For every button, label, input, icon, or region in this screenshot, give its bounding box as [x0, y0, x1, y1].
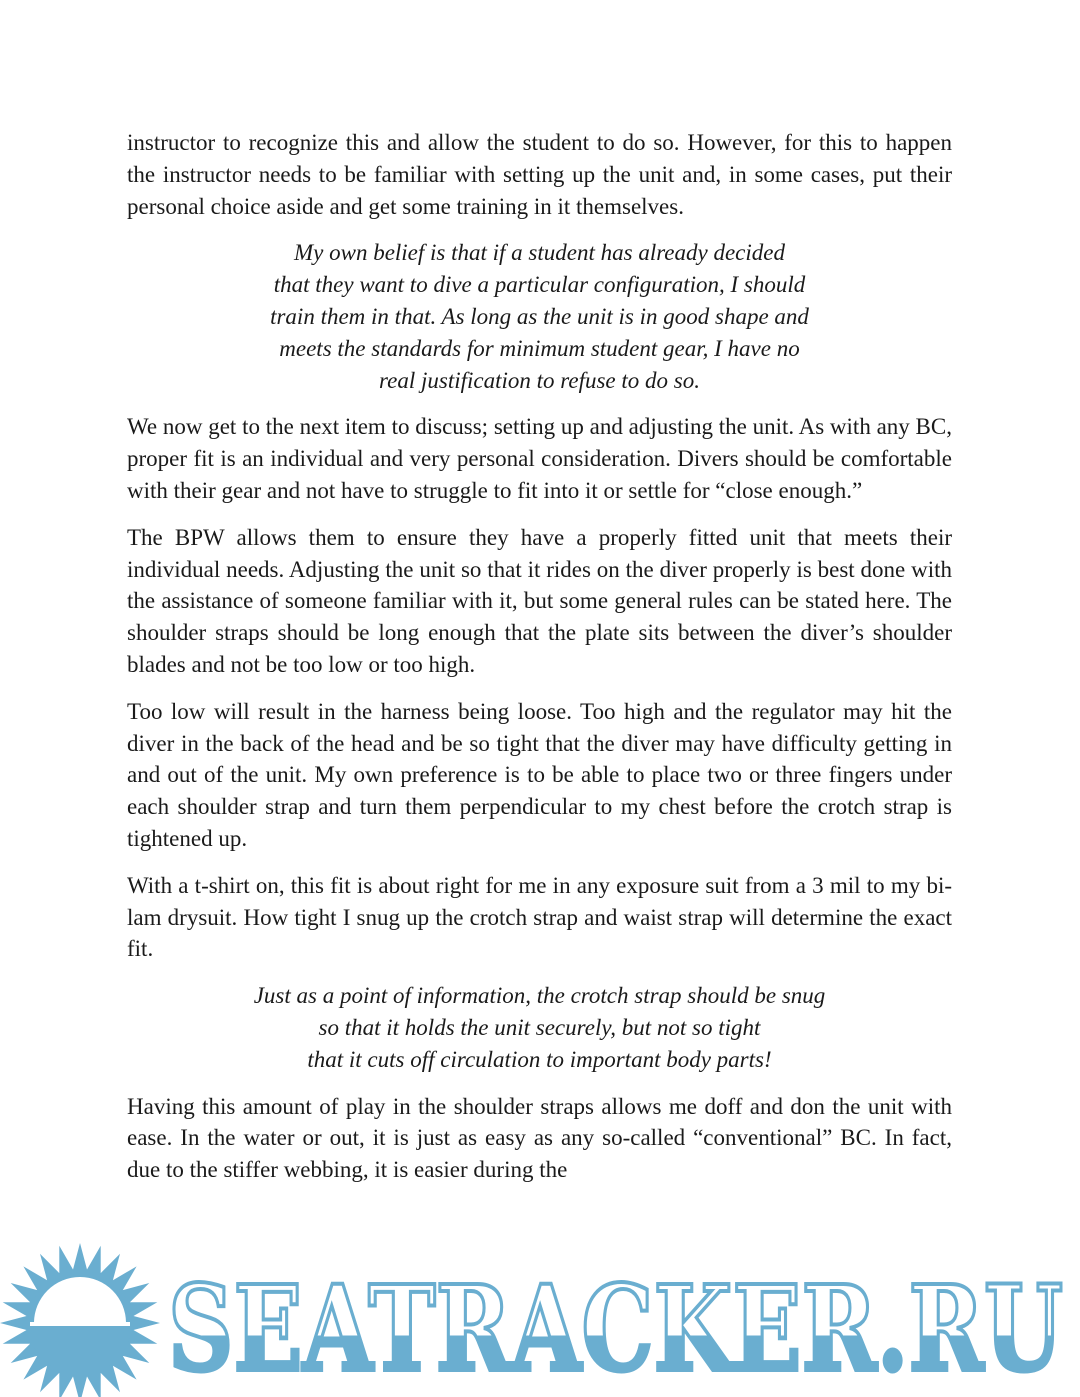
paragraph-3: The BPW allows them to ensure they have a properly fitted unit that meets their individual needs. Adjusting the unit so that it rides on the diver properly is best done with the assistance of someone familiar with it, but some general rules can be stated here. The shoulder straps should be long enough that the plate sits between the diver’s shoulder blades and not be too low or too high. [127, 524, 952, 677]
paragraph-5: With a t-shirt on, this fit is about right for me in any exposure suit from a 3 mil to my bi-lam drysuit. How tight I snug up the crotch strap and waist strap will determine the exact fit. [127, 872, 952, 962]
quote-line: real justification to refuse to do so. [379, 367, 700, 393]
paragraph-6: Having this amount of play in the shoulder straps allows me doff and don the unit with ease. In the water or out, it is just as easy as any so-called “conventional” BC. In fact, due to the stiffer webbing, it is easier during the [127, 1093, 952, 1183]
quote-line: train them in that. As long as the unit is in good shape and [270, 303, 809, 329]
sun-logo-icon [0, 1243, 160, 1397]
quote-line: meets the standards for minimum student gear, I have no [279, 335, 800, 361]
paragraph-4: Too low will result in the harness being loose. Too high and the regulator may hit the diver in the back of the head and be so tight that the diver may have difficulty getting in and out of the unit. My own preference is to be able to place two or three fingers under each shoulder strap and turn them perpendicular to my chest before the crotch strap is tightened up. [127, 698, 952, 851]
quote-block-1 [127, 237, 952, 396]
quote-line: that they want to dive a particular configuration, I should [273, 272, 806, 298]
paragraph-1: instructor to recognize this and allow the student to do so. However, for this to happen the instructor needs to be familiar with setting up the unit and, in some cases, put their personal choice aside and get some training in it themselves. [127, 130, 952, 219]
quote-line: so that it holds the unit securely, but not so tight [318, 1014, 761, 1040]
watermark [0, 1238, 1080, 1397]
paragraph-2: We now get to the next item to discuss; setting up and adjusting the unit. As with any BC, proper fit is an individual and very personal consideration. Divers should be comfortable with their gear and not have to struggle to fit into it or settle for “close enough.” [127, 414, 952, 503]
quote-line: Just as a point of information, the crotch strap should be snug [253, 983, 826, 1009]
watermark-text: SEATRACKER.RU [168, 1259, 1063, 1397]
page-content [127, 127, 952, 1201]
quote-line: My own belief is that if a student has already decided [293, 240, 785, 266]
quote-block-2 [127, 980, 952, 1075]
quote-line: that it cuts off circulation to important body parts! [307, 1046, 772, 1072]
